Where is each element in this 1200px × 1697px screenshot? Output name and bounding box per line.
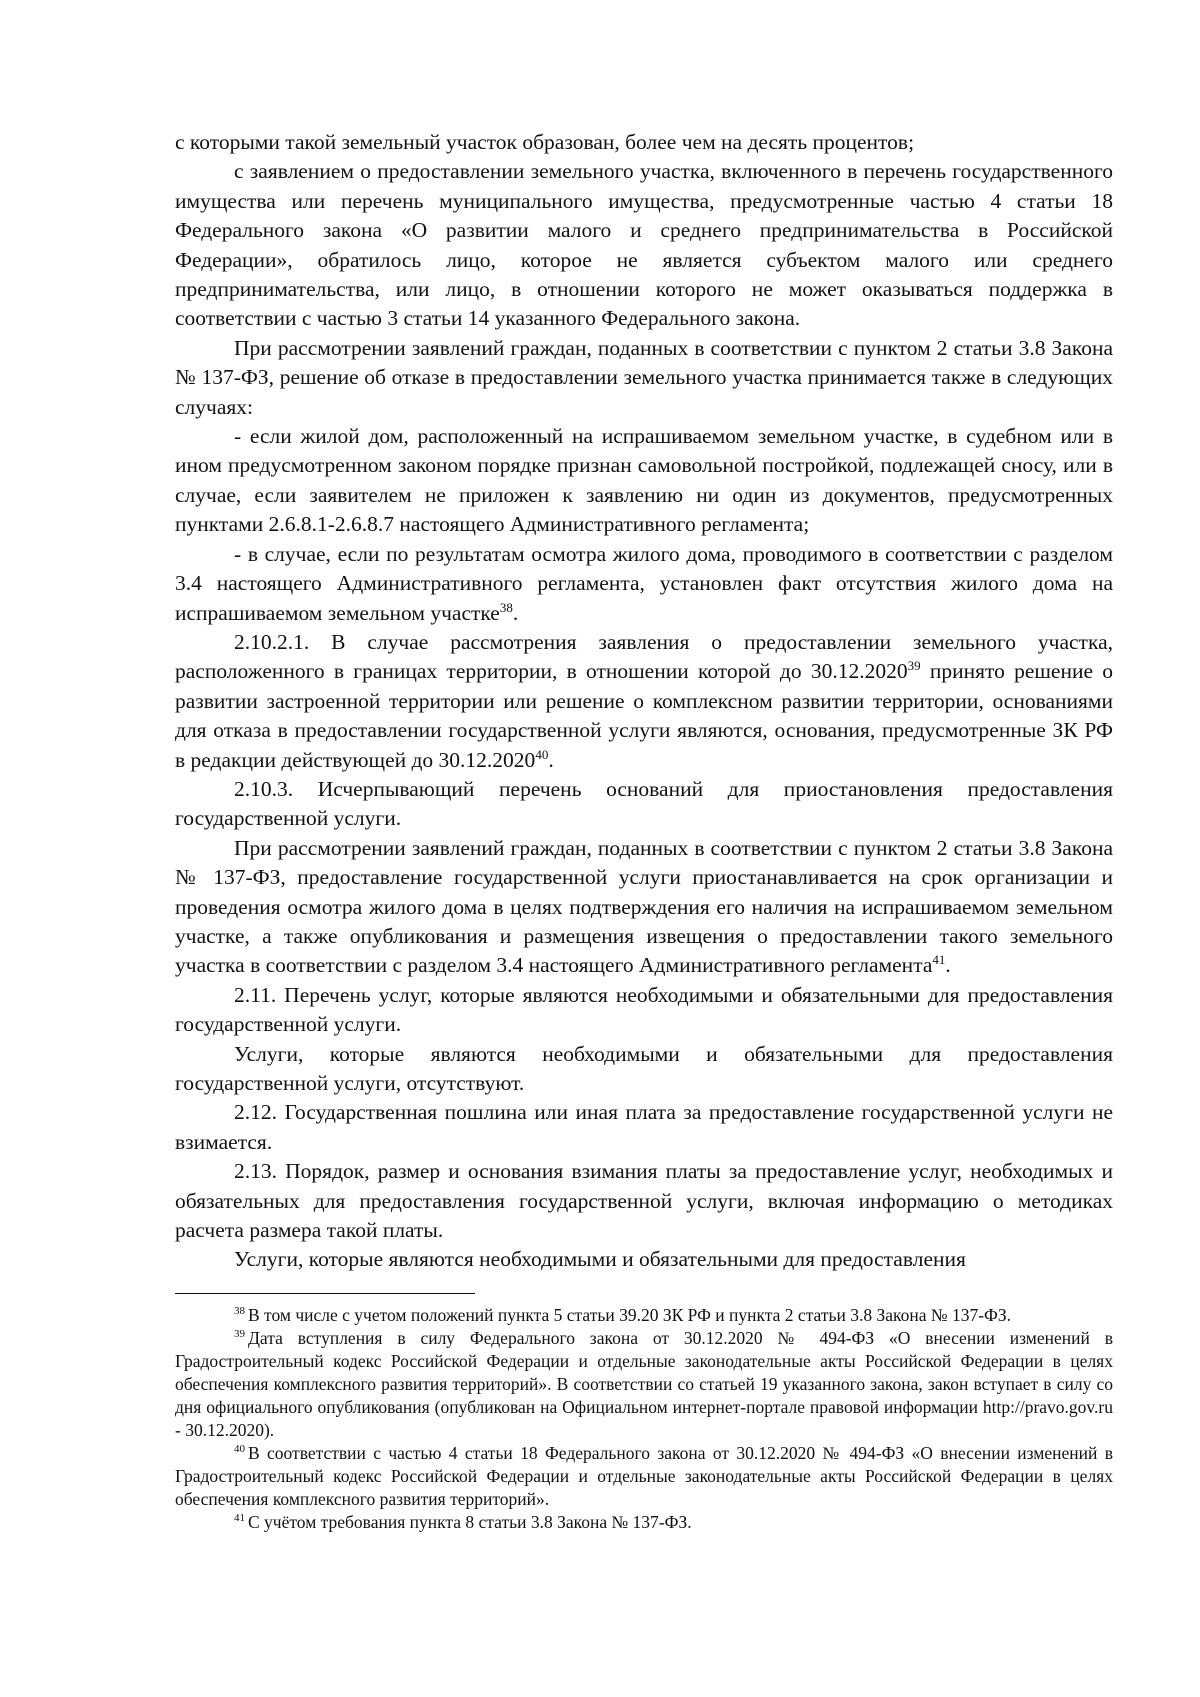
- body-text: [175, 128, 1113, 1275]
- paragraph: 2.10.3. Исчерпывающий перечень оснований для приостановления предоставления государственной услуги.: [175, 776, 1113, 831]
- footnote-mark: 38: [234, 1305, 245, 1318]
- footnote-ref[interactable]: 41: [932, 952, 946, 968]
- footnote: $^{40}$ В соответствии с частью 4 статьи 18 Федерального закона от 30.12.2020 № 494-ФЗ «О внесении изменений в Градостроительный кодекс Российской Федерации и отдельные законодательные акты Российской Федерации в целях обеспечения комплексного развития территорий».: [175, 1442, 1113, 1509]
- footnote-mark: 41: [234, 1512, 245, 1525]
- footnote: $^{41}$ С учётом требования пункта 8 статьи 3.8 Закона № 137-ФЗ.: [234, 1511, 692, 1532]
- paragraph: - если жилой дом, расположенный на испрашиваемом земельном участке, в судебном или в ином предусмотренном законом порядке признан самовольной постройкой, подлежащей сносу, или в случае, если заявителем не приложен к заявлению ни один из документов, предусмотренных пунктами 2.6.8.1-2.6.8.7 настоящего Административного регламента;: [175, 424, 1113, 537]
- paragraph: 2.10.2.1. В случае рассмотрения заявления о предоставлении земельного участка, расположенного в границах территории, в отношении которой до 30.12.2020$^{39}$ принято решение о развитии застроенной территории или решение о комплексном развитии территории, основаниями для отказа в предоставлении государственной услуги являются, основания, предусмотренные ЗК РФ в редакции действующей до 30.12.2020$^{40}$.: [175, 629, 1113, 772]
- paragraph: 2.12. Государственная пошлина или иная плата за предоставление государственной услуги не взимается.: [175, 1100, 1113, 1154]
- paragraph: с которыми такой земельный участок образован, более чем на десять процентов;: [175, 130, 915, 154]
- footnote-ref[interactable]: 38: [499, 599, 513, 615]
- footnote: $^{39}$ Дата вступления в силу Федерального закона от 30.12.2020 № 494-ФЗ «О внесении изменений в Градостроительный кодекс Российской Федерации и отдельные законодательные акты Российской Федерации в целях обеспечения комплексного развития территорий». В соответствии со статьей 19 указанного закона, закон вступает в силу со дня официального опубликования (опубликован на Официальном интернет-портале правовой информации http://pravo.gov.ru - 30.12.2020).: [175, 1327, 1113, 1440]
- paragraph: 2.11. Перечень услуг, которые являются необходимыми и обязательными для предоставления государственной услуги.: [175, 982, 1113, 1037]
- document-page: [175, 128, 1113, 1534]
- paragraph: - в случае, если по результатам осмотра жилого дома, проводимого в соответствии с разделом 3.4 настоящего Административного регламента, установлен факт отсутствия жилого дома на испрашиваемом земельном участке$^{38}$.: [175, 541, 1113, 625]
- footnote-ref[interactable]: 40: [535, 746, 549, 762]
- paragraph: Услуги, которые являются необходимыми и обязательными для предоставления: [234, 1247, 966, 1272]
- paragraph: При рассмотрении заявлений граждан, поданных в соответствии с пунктом 2 статьи 3.8 Закона № 137-ФЗ, предоставление государственной услуги приостанавливается на срок организации и проведения осмотра жилого дома в целях подтверждения его наличия на испрашиваемом земельном участке, а также опубликования и размещения извещения о предоставлении такого земельного участка в соответствии с разделом 3.4 настоящего Административного регламента$^{41}$.: [175, 835, 1113, 978]
- paragraph: Услуги, которые являются необходимыми и обязательными для предоставления государственной услуги, отсутствуют.: [175, 1041, 1113, 1095]
- paragraph: с заявлением о предоставлении земельного участка, включенного в перечень государственного имущества или перечень муниципального имущества, предусмотренные частью 4 статьи 18 Федерального закона «О развитии малого и среднего предпринимательства в Российской Федерации», обратилось лицо, которое не является субъектом малого или среднего предпринимательства, или лицо, в отношении которого не может оказываться поддержка в соответствии с частью 3 статьи 14 указанного Федерального закона.: [175, 159, 1113, 331]
- paragraph: При рассмотрении заявлений граждан, поданных в соответствии с пунктом 2 статьи 3.8 Закона № 137-ФЗ, решение об отказе в предоставлении земельного участка принимается также в следующих случаях:: [175, 335, 1113, 419]
- paragraph: 2.13. Порядок, размер и основания взимания платы за предоставление услуг, необходимых и обязательных для предоставления государственной услуги, включая информацию о методиках расчета размера такой платы.: [175, 1159, 1113, 1243]
- footnotes: [175, 1304, 1113, 1534]
- footnote: $^{38}$ В том числе с учетом положений пункта 5 статьи 39.20 ЗК РФ и пункта 2 статьи 3.8 Закона № 137-ФЗ.: [234, 1304, 1012, 1325]
- footnote-separator: [175, 1293, 475, 1294]
- footnote-mark: 40: [234, 1443, 245, 1456]
- footnote-ref[interactable]: 39: [907, 658, 921, 674]
- footnote-mark: 39: [234, 1328, 245, 1341]
